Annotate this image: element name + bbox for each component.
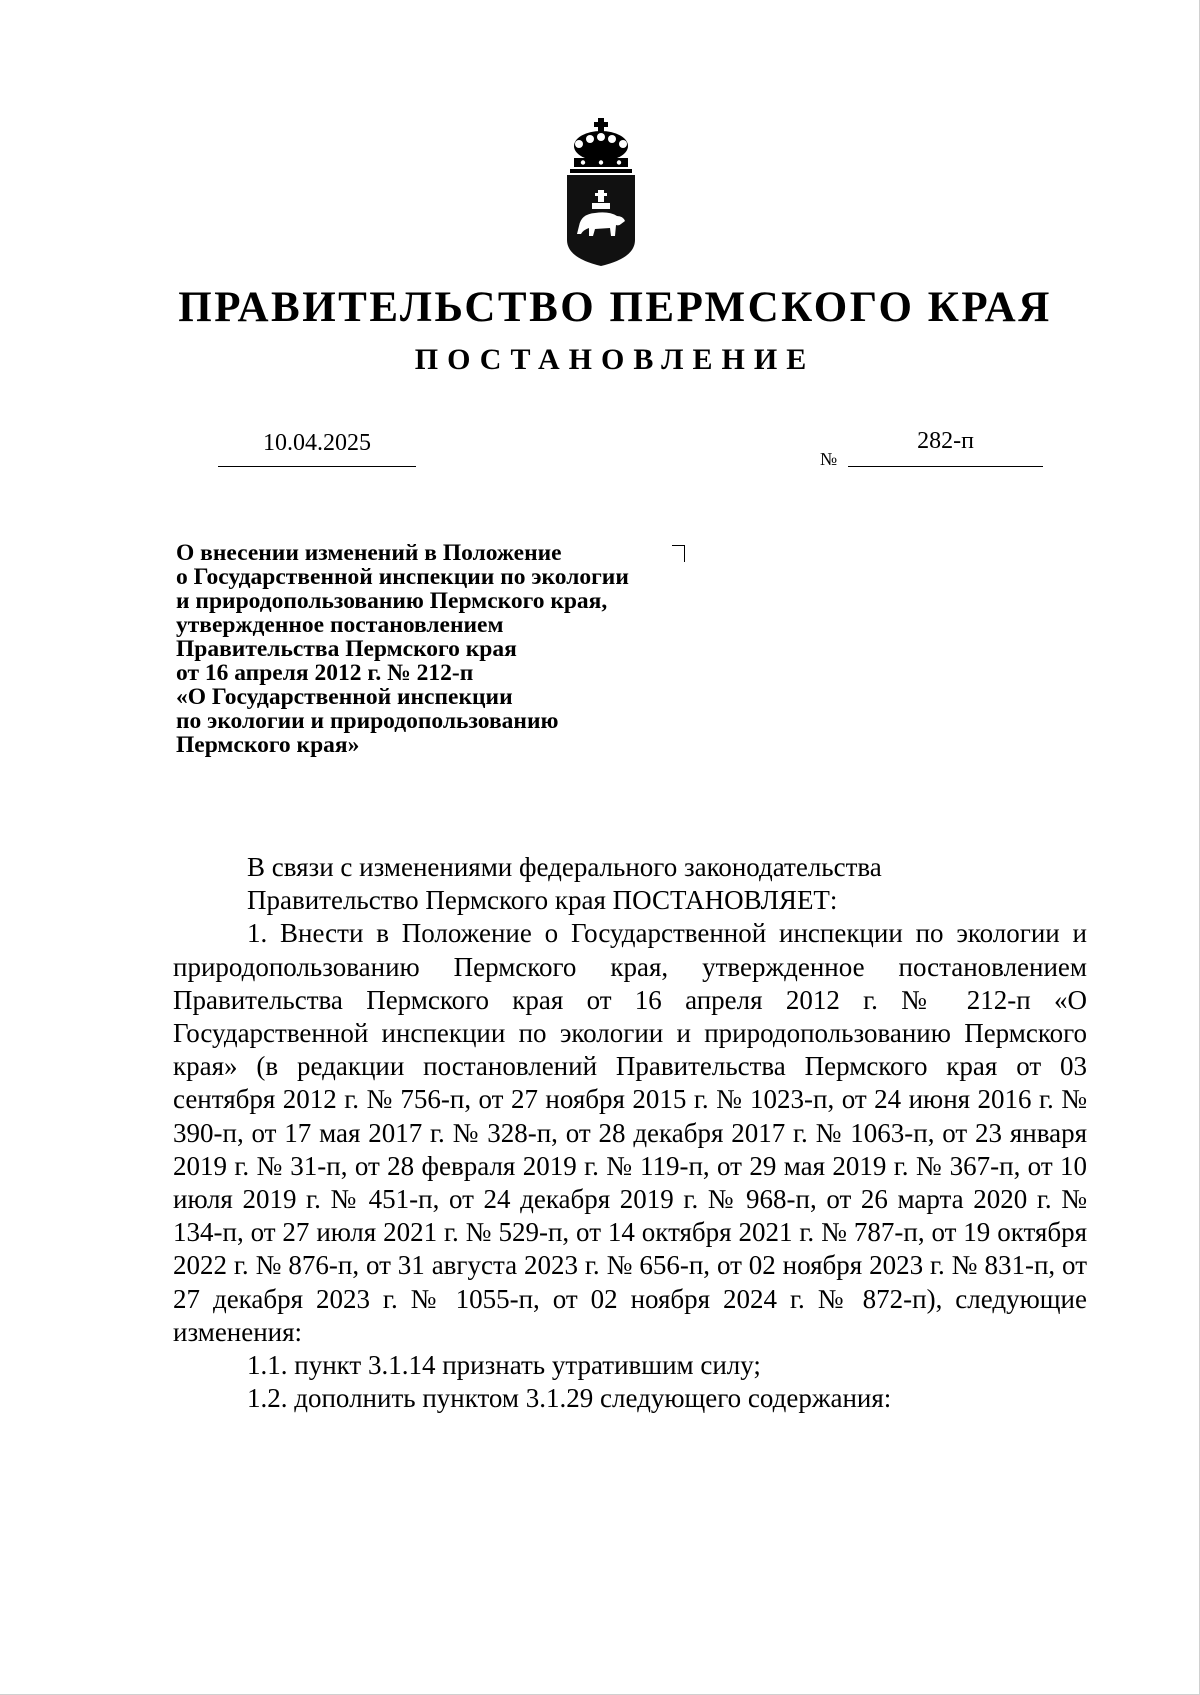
- subject-line: от 16 апреля 2012 г. № 212-п: [176, 660, 474, 686]
- perm-krai-coat-of-arms-icon: [565, 118, 637, 266]
- subject-line: «О Государственной инспекции: [176, 684, 513, 710]
- paragraph-item-1-2: 1.2. дополнить пунктом 3.1.29 следующего содержания:: [247, 1383, 892, 1414]
- subject-line: о Государственной инспекции по экологии: [176, 564, 629, 590]
- paragraph-item-1: 1. Внести в Положение о Государственной инспекции по экологии и природопользованию Пермского края, утвержденное постановлением Правительства Пермского края от 16 апреля 2012 г. № 212-п «О Государственной инспекции по экологии и природопользованию Пермского края» (в редакции постановлений Правительства Пермского края от 03 сентября 2012 г. № 756-п, от 27 ноября 2015 г. № 1023-п, от 24 июня 2016 г. № 390-п, от 17 мая 2017 г. № 328-п, от 28 декабря 2017 г. № 1063-п, от 23 января 2019 г. № 31-п, от 28 февраля 2019 г. № 119-п, от 29 мая 2019 г. № 367-п, от 10 июля 2019 г. № 451-п, от 24 декабря 2019 г. № 968-п, от 26 марта 2020 г. № 134-п, от 27 июля 2021 г. № 529-п, от 14 октября 2021 г. № 787-п, от 19 октября 2022 г. № 876-п, от 31 августа 2023 г. № 656-п, от 02 ноября 2023 г. № 831-п, от 27 декабря 2023 г. № 1055-п, от 02 ноября 2024 г. № 872-п), следующие изменения:: [173, 918, 1087, 1347]
- subject-line: Правительства Пермского края: [176, 636, 517, 662]
- date-underline: [218, 466, 416, 467]
- corner-bracket-mark: [672, 545, 685, 562]
- document-subject: [176, 541, 776, 757]
- subject-line: утвержденное постановлением: [176, 612, 504, 638]
- document-date: 10.04.2025: [263, 430, 371, 456]
- preamble-line: В связи с изменениями федерального законодательства: [247, 852, 882, 882]
- preamble-line: Правительство Пермского края ПОСТАНОВЛЯЕТ:: [247, 885, 838, 916]
- subject-line: по экологии и природопользованию: [176, 708, 559, 734]
- number-underline: [848, 466, 1043, 467]
- government-title: ПРАВИТЕЛЬСТВО ПЕРМСКОГО КРАЯ: [178, 284, 1052, 331]
- subject-line: и природопользованию Пермского края,: [176, 588, 608, 614]
- document-body: [173, 851, 1087, 1415]
- number-sign: №: [820, 449, 838, 469]
- document-number: 282-п: [917, 428, 974, 454]
- paragraph-item-1-1: 1.1. пункт 3.1.14 признать утратившим силу;: [247, 1350, 761, 1381]
- subject-line: О внесении изменений в Положение: [176, 540, 562, 566]
- document-type: ПОСТАНОВЛЕНИЕ: [414, 343, 816, 376]
- subject-line: Пермского края»: [176, 732, 360, 758]
